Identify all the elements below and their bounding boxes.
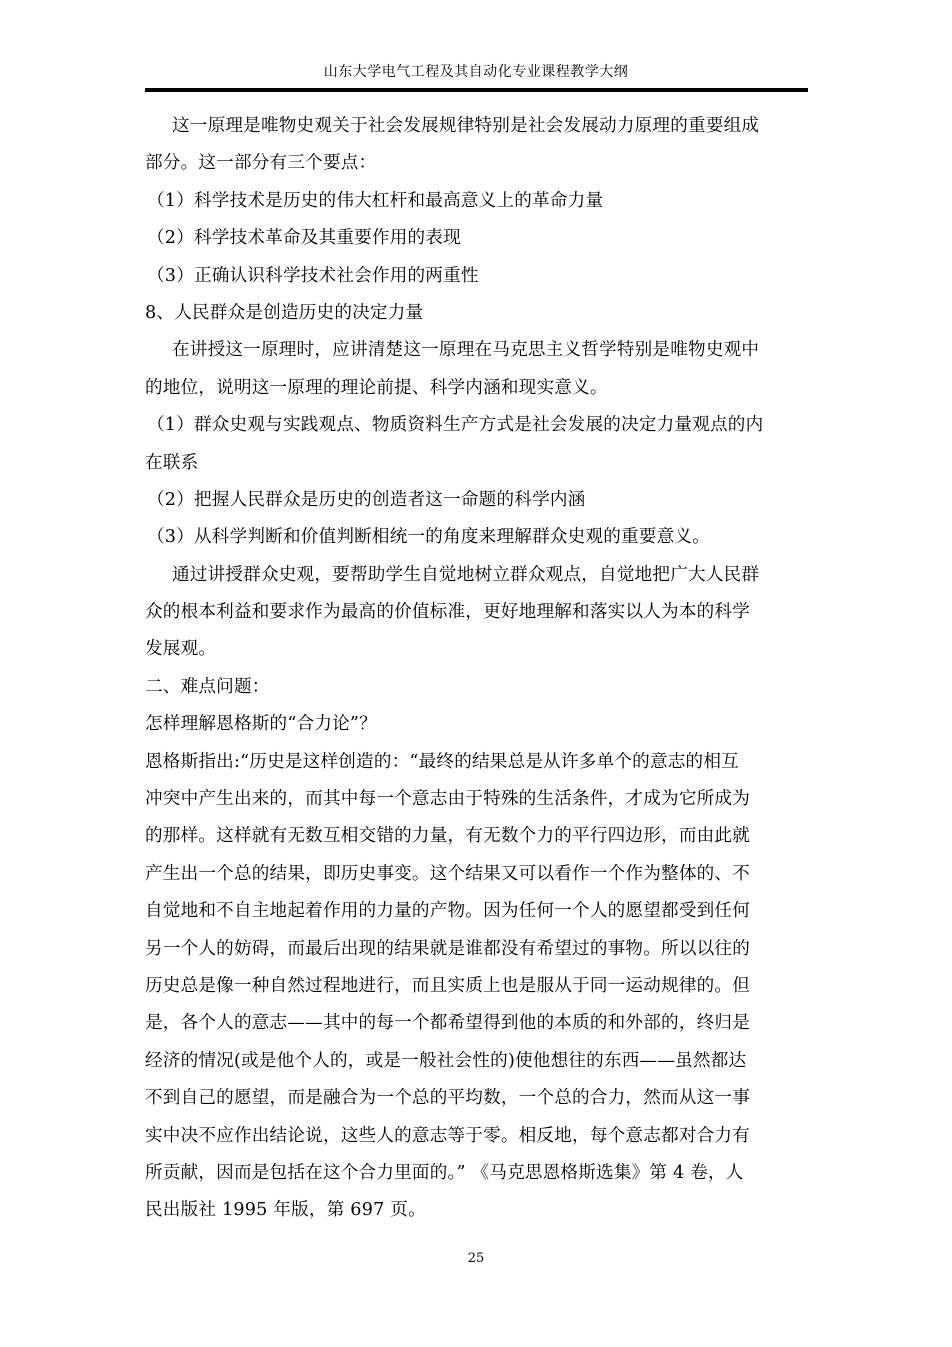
section-heading: 二、难点问题： [145, 676, 270, 697]
text-line: 自觉地和不自主地起着作用的力量的产物。因为任何一个人的愿望都受到任何 [145, 901, 750, 922]
text-line: 民出版社 1995 年版，第 697 页。 [145, 1200, 426, 1221]
running-header: 山东大学电气工程及其自动化专业课程教学大纲 [323, 64, 629, 80]
text-line: 恩格斯指出:“历史是这样创造的：“最终的结果总是从许多单个的意志的相互 [145, 751, 739, 772]
page-number: 25 [467, 1251, 485, 1266]
text-line: 经济的情况(或是他个人的，或是一般社会性的)使他想往的东西——虽然都达 [145, 1050, 747, 1071]
text-line: 另一个人的妨碍，而最后出现的结果就是谁都没有希望过的事物。所以以往的 [145, 938, 750, 959]
list-item: （3）正确认识科学技术社会作用的两重性 [147, 265, 479, 286]
body-text [145, 108, 807, 1230]
text-line: 在联系 [145, 452, 199, 473]
text-line: 不到自己的愿望，而是融合为一个总的平均数，一个总的合力，然而从这一事 [145, 1088, 750, 1109]
list-item: （1）科学技术是历史的伟大杠杆和最高意义上的革命力量 [147, 190, 604, 211]
text-line: 发展观。 [145, 639, 217, 660]
list-item: （2）把握人民群众是历史的创造者这一命题的科学内涵 [147, 489, 586, 510]
list-item: （3）从科学判断和价值判断相统一的角度来理解群众史观的重要意义。 [147, 527, 711, 548]
text-line: 所贡献，因而是包括在这个合力里面的。” 《马克思恩格斯选集》第 4 卷，人 [145, 1162, 744, 1183]
text-line: 是，各个人的意志——其中的每一个都希望得到他的本质的和外部的，终归是 [145, 1013, 750, 1034]
text-line: 众的根本利益和要求作为最高的价值标准，更好地理解和落实以人为本的科学 [145, 602, 750, 623]
text-line: 的那样。这样就有无数互相交错的力量，有无数个力的平行四边形，而由此就 [145, 826, 750, 847]
text-line: 在讲授这一原理时，应讲清楚这一原理在马克思主义哲学特别是唯物史观中 [172, 340, 760, 361]
text-line: 的地位，说明这一原理的理论前提、科学内涵和现实意义。 [145, 377, 608, 398]
question-heading: 怎样理解恩格斯的“合力论”？ [145, 714, 377, 735]
text-line: 实中决不应作出结论说，这些人的意志等于零。相反地，每个意志都对合力有 [145, 1125, 750, 1146]
list-item: （2）科学技术革命及其重要作用的表现 [147, 228, 461, 249]
text-line: 通过讲授群众史观，要帮助学生自觉地树立群众观点，自觉地把广大人民群 [172, 564, 760, 585]
section-heading: 8、人民群众是创造历史的决定力量 [145, 302, 424, 323]
text-line: 冲突中产生出来的，而其中每一个意志由于特殊的生活条件，才成为它所成为 [145, 789, 750, 810]
text-line: 历史总是像一种自然过程地进行，而且实质上也是服从于同一运动规律的。但 [145, 975, 750, 996]
header-rule [145, 88, 808, 92]
list-item: （1）群众史观与实践观点、物质资料生产方式是社会发展的决定力量观点的内 [147, 415, 764, 436]
text-line: 部分。这一部分有三个要点： [145, 153, 377, 174]
text-line: 这一原理是唯物史观关于社会发展规律特别是社会发展动力原理的重要组成 [172, 116, 760, 136]
text-line: 产生出一个总的结果，即历史事变。这个结果又可以看作一个作为整体的、不 [145, 863, 750, 884]
